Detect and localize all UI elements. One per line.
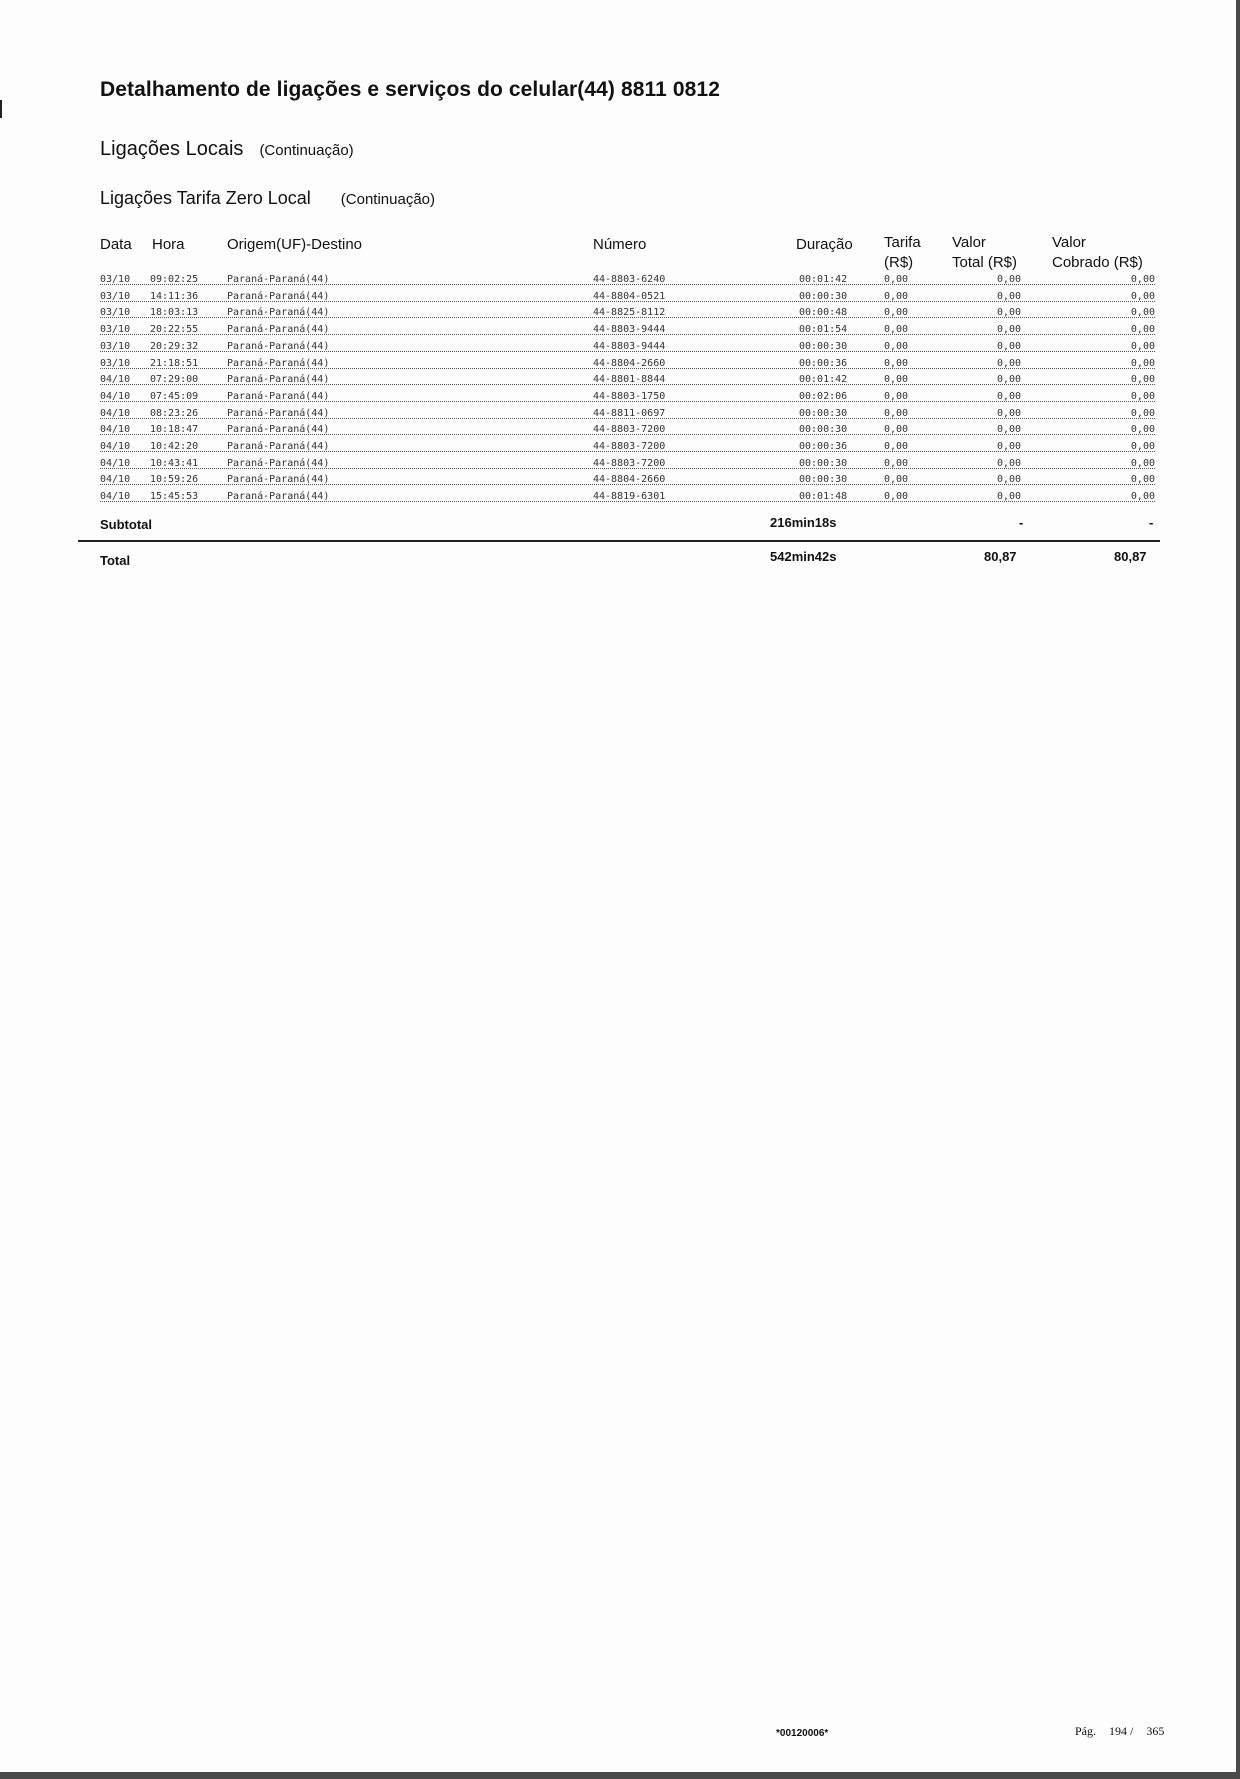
- cell-time: 10:43:41: [150, 457, 199, 469]
- page-label: Pág.: [1075, 1724, 1096, 1738]
- cell-origin: Paraná-Paraná(44): [227, 290, 330, 302]
- cell-date: 04/10: [100, 441, 131, 452]
- cell-time: 10:18:47: [150, 424, 199, 436]
- page-current: 194 /: [1109, 1724, 1134, 1738]
- table-row: [100, 390, 1155, 407]
- cell-total: 0,00: [997, 290, 1022, 302]
- cell-number: 44-8803-9444: [593, 340, 666, 352]
- cell-origin: Paraná-Paraná(44): [227, 407, 330, 419]
- total-duration: 542min42s: [770, 549, 837, 564]
- cell-rate: 0,00: [884, 374, 909, 386]
- header-total-line2: Total (R$): [952, 254, 1018, 271]
- table-row: [100, 323, 1155, 340]
- cell-date: 03/10: [100, 307, 131, 319]
- cell-total: 0,00: [997, 357, 1022, 369]
- subsection-label: Ligações Tarifa Zero Local: [100, 188, 311, 208]
- cell-origin: Paraná-Paraná(44): [227, 491, 330, 503]
- cell-duration: 00:00:30: [799, 407, 848, 419]
- header-date: Data: [100, 236, 132, 253]
- header-charged-line2: Cobrado (R$): [1052, 254, 1143, 271]
- cell-total: 0,00: [997, 407, 1022, 419]
- cell-time: 10:59:26: [150, 474, 199, 486]
- cell-duration: 00:00:48: [799, 307, 848, 319]
- table-row: [100, 373, 1155, 390]
- cell-time: 18:03:13: [150, 307, 199, 319]
- page-number: [1075, 1724, 1164, 1739]
- cell-origin: Paraná-Paraná(44): [227, 424, 330, 436]
- cell-rate: 0,00: [884, 424, 909, 436]
- cell-time: 10:42:20: [150, 441, 199, 452]
- subtotal-charged: -: [1149, 515, 1154, 530]
- header-rate: [884, 233, 921, 273]
- subsection-continuation: (Continuação): [340, 191, 436, 208]
- cell-origin: Paraná-Paraná(44): [227, 307, 330, 319]
- cell-number: 44-8803-7200: [593, 441, 666, 452]
- header-rate-line1: Tarifa: [884, 234, 921, 251]
- cell-time: 21:18:51: [150, 357, 199, 369]
- total-label: Total: [100, 553, 131, 568]
- subtotal-label: Subtotal: [100, 517, 152, 532]
- cell-date: 04/10: [100, 457, 131, 469]
- cell-rate: 0,00: [884, 340, 909, 352]
- header-duration: Duração: [796, 236, 853, 253]
- cell-date: 03/10: [100, 324, 131, 336]
- cell-duration: 00:01:42: [799, 274, 848, 285]
- cell-duration: 00:01:42: [799, 374, 848, 386]
- cell-rate: 0,00: [884, 491, 909, 503]
- cell-duration: 00:00:36: [799, 441, 848, 452]
- cell-rate: 0,00: [884, 324, 909, 336]
- cell-total: 0,00: [997, 307, 1022, 319]
- cell-origin: Paraná-Paraná(44): [227, 357, 330, 369]
- document-code: *00120006*: [776, 1728, 829, 1739]
- cell-date: 04/10: [100, 374, 131, 386]
- total-divider: [78, 540, 1160, 542]
- cell-number: 44-8811-0697: [593, 407, 666, 419]
- cell-origin: Paraná-Paraná(44): [227, 324, 330, 336]
- section-label: Ligações Locais: [100, 138, 244, 160]
- cell-origin: Paraná-Paraná(44): [227, 390, 330, 402]
- cell-number: 44-8804-2660: [593, 474, 666, 486]
- cell-time: 09:02:25: [150, 274, 199, 285]
- cell-time: 20:22:55: [150, 324, 199, 336]
- cell-date: 03/10: [100, 274, 131, 285]
- subtotal-duration: 216min18s: [770, 515, 837, 530]
- table-row: [100, 473, 1155, 490]
- cell-number: 44-8803-1750: [593, 390, 666, 402]
- cell-origin: Paraná-Paraná(44): [227, 340, 330, 352]
- cell-origin: Paraná-Paraná(44): [227, 474, 330, 486]
- header-origin: Origem(UF)-Destino: [227, 236, 363, 253]
- cell-date: 04/10: [100, 491, 131, 503]
- total-value: 80,87: [984, 549, 1017, 564]
- cell-number: 44-8801-8844: [593, 374, 666, 386]
- page-title: Detalhamento de ligações e serviços do celular(44) 8811 0812: [100, 78, 720, 101]
- cell-total: 0,00: [997, 457, 1022, 469]
- cell-date: 04/10: [100, 407, 131, 419]
- section-title: [100, 138, 354, 161]
- cell-time: 14:11:36: [150, 290, 199, 302]
- page-total: 365: [1146, 1724, 1165, 1738]
- cell-origin: Paraná-Paraná(44): [227, 274, 330, 285]
- header-total-line1: Valor: [952, 234, 986, 251]
- cell-time: 07:45:09: [150, 390, 199, 402]
- scan-mark: [0, 100, 2, 118]
- cell-rate: 0,00: [884, 474, 909, 486]
- cell-total: 0,00: [997, 374, 1022, 386]
- total-charged: 80,87: [1114, 549, 1147, 564]
- cell-date: 04/10: [100, 424, 131, 436]
- cell-date: 04/10: [100, 474, 131, 486]
- table-row: [100, 440, 1155, 457]
- header-total-value: [952, 233, 1017, 273]
- cell-number: 44-8804-2660: [593, 357, 666, 369]
- cell-rate: 0,00: [884, 407, 909, 419]
- cell-total: 0,00: [997, 324, 1022, 336]
- cell-total: 0,00: [997, 441, 1022, 452]
- cell-rate: 0,00: [884, 441, 909, 452]
- cell-rate: 0,00: [884, 390, 909, 402]
- cell-duration: 00:00:30: [799, 340, 848, 352]
- header-charged-value: [1052, 233, 1143, 273]
- cell-charged: 0,00: [1130, 307, 1155, 319]
- table-row: [100, 357, 1155, 374]
- cell-duration: 00:01:48: [799, 491, 848, 503]
- cell-charged: 0,00: [1130, 407, 1155, 419]
- table-row: [100, 490, 1155, 507]
- cell-time: 15:45:53: [150, 491, 199, 503]
- table-row: [100, 290, 1155, 307]
- cell-total: 0,00: [997, 274, 1022, 285]
- cell-charged: 0,00: [1130, 274, 1155, 285]
- cell-number: 44-8803-7200: [593, 457, 666, 469]
- cell-duration: 00:00:36: [799, 357, 848, 369]
- cell-duration: 00:01:54: [799, 324, 848, 336]
- cell-date: 03/10: [100, 290, 131, 302]
- cell-rate: 0,00: [884, 457, 909, 469]
- cell-charged: 0,00: [1130, 441, 1155, 452]
- cell-duration: 00:00:30: [799, 474, 848, 486]
- cell-total: 0,00: [997, 424, 1022, 436]
- header-rate-line2: (R$): [884, 254, 914, 271]
- cell-number: 44-8803-6240: [593, 274, 666, 285]
- cell-charged: 0,00: [1130, 424, 1155, 436]
- cell-number: 44-8804-0521: [593, 290, 666, 302]
- cell-time: 08:23:26: [150, 407, 199, 419]
- subtotal-total: -: [1019, 515, 1024, 530]
- cell-duration: 00:02:06: [799, 390, 848, 402]
- header-time: Hora: [152, 236, 185, 253]
- header-number: Número: [593, 236, 647, 253]
- cell-charged: 0,00: [1130, 474, 1155, 486]
- cell-rate: 0,00: [884, 307, 909, 319]
- cell-charged: 0,00: [1130, 491, 1155, 503]
- cell-date: 03/10: [100, 357, 131, 369]
- cell-date: 04/10: [100, 390, 131, 402]
- cell-charged: 0,00: [1130, 457, 1155, 469]
- cell-number: 44-8803-9444: [593, 324, 666, 336]
- table-row: [100, 306, 1155, 323]
- cell-origin: Paraná-Paraná(44): [227, 457, 330, 469]
- table-row: [100, 423, 1155, 440]
- cell-total: 0,00: [997, 390, 1022, 402]
- cell-time: 20:29:32: [150, 340, 199, 352]
- table-row: [100, 340, 1155, 357]
- cell-charged: 0,00: [1130, 390, 1155, 402]
- cell-rate: 0,00: [884, 274, 909, 285]
- cell-number: 44-8825-8112: [593, 307, 666, 319]
- cell-rate: 0,00: [884, 357, 909, 369]
- cell-duration: 00:00:30: [799, 290, 848, 302]
- section-continuation: (Continuação): [259, 142, 354, 159]
- cell-charged: 0,00: [1130, 374, 1155, 386]
- table-row: [100, 457, 1155, 474]
- cell-charged: 0,00: [1130, 340, 1155, 352]
- cell-charged: 0,00: [1130, 324, 1155, 336]
- cell-rate: 0,00: [884, 290, 909, 302]
- cell-charged: 0,00: [1130, 357, 1155, 369]
- header-charged-line1: Valor: [1052, 234, 1086, 251]
- cell-total: 0,00: [997, 474, 1022, 486]
- cell-origin: Paraná-Paraná(44): [227, 374, 330, 386]
- table-row: [100, 273, 1155, 290]
- cell-total: 0,00: [997, 340, 1022, 352]
- cell-date: 03/10: [100, 340, 131, 352]
- cell-number: 44-8803-7200: [593, 424, 666, 436]
- cell-total: 0,00: [997, 491, 1022, 503]
- cell-charged: 0,00: [1130, 290, 1155, 302]
- cell-duration: 00:00:30: [799, 424, 848, 436]
- cell-duration: 00:00:30: [799, 457, 848, 469]
- cell-time: 07:29:00: [150, 374, 199, 386]
- table-row: [100, 407, 1155, 424]
- cell-number: 44-8819-6301: [593, 491, 666, 503]
- subsection-title: [100, 188, 435, 209]
- cell-origin: Paraná-Paraná(44): [227, 441, 330, 452]
